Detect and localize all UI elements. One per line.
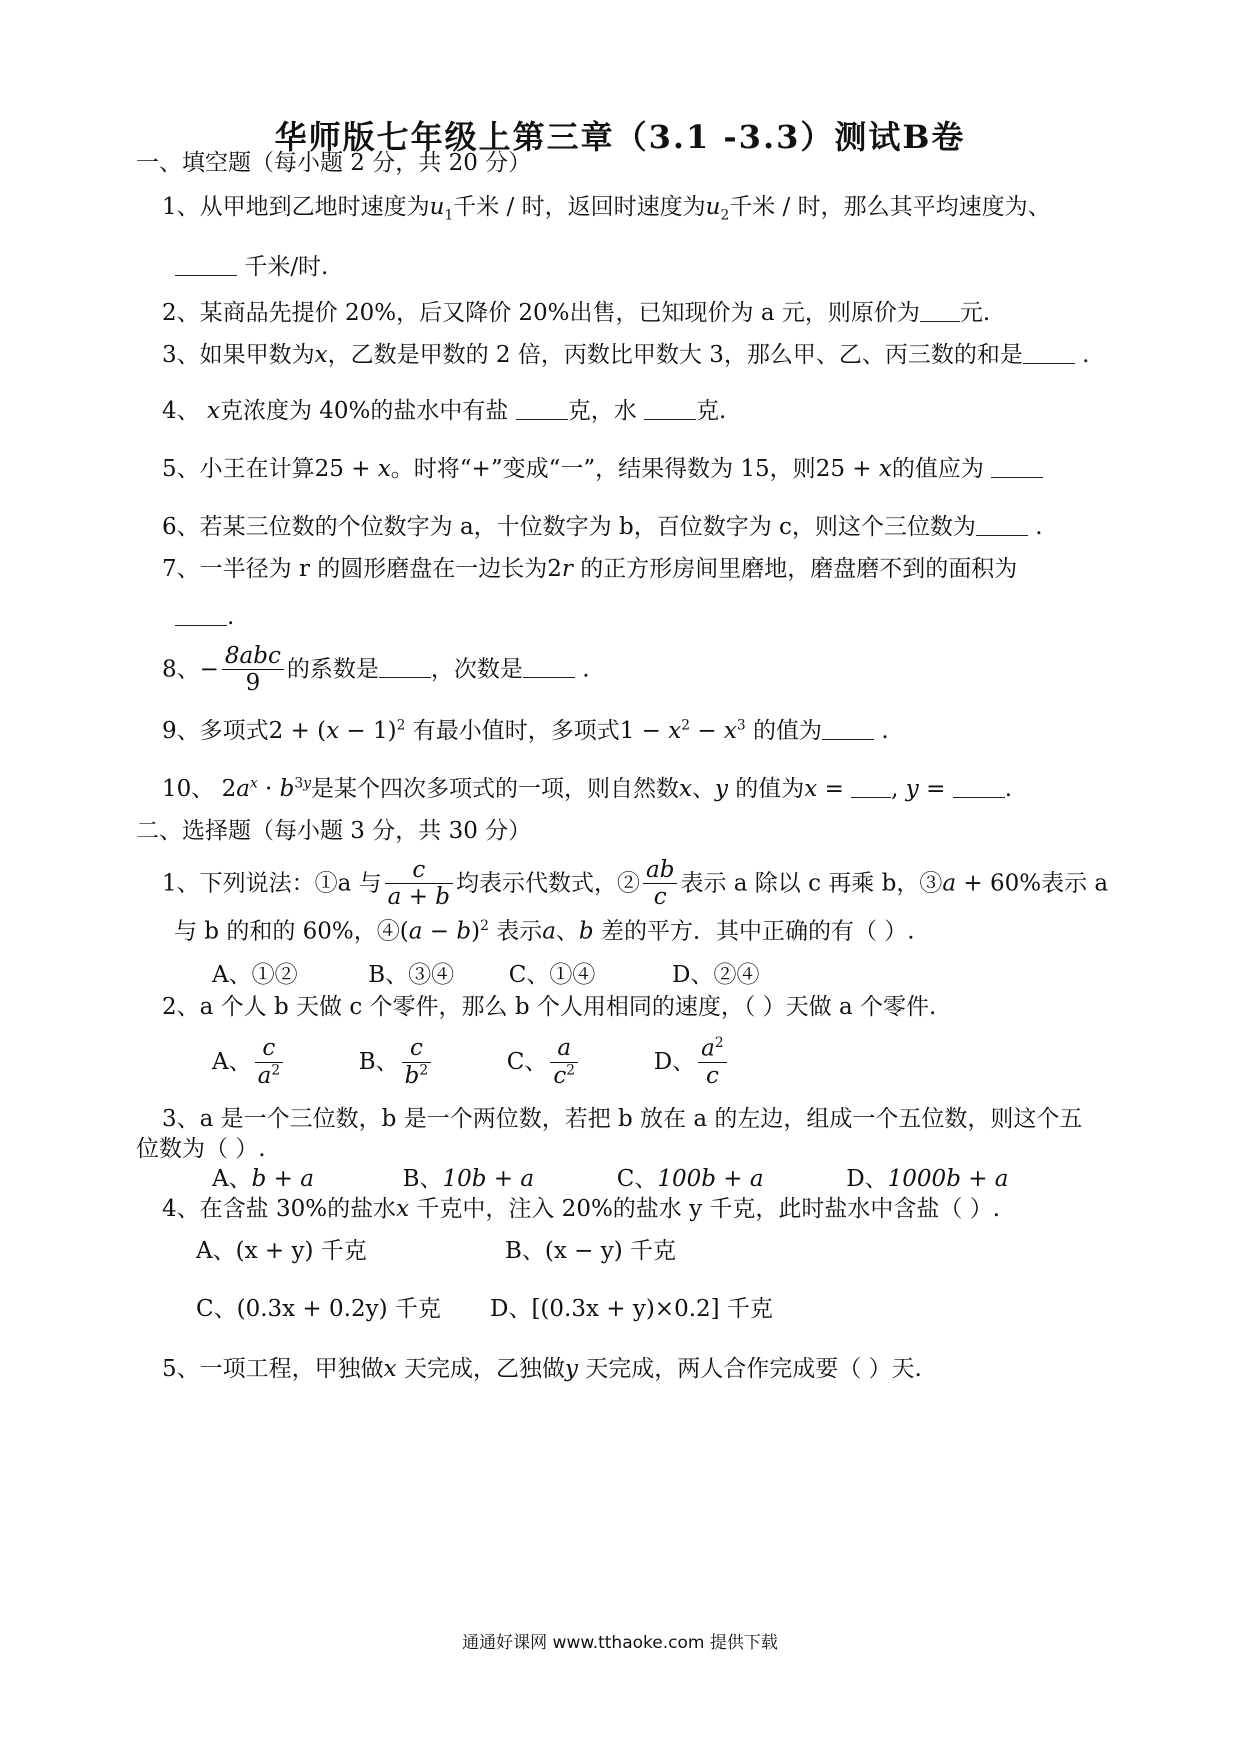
option-a[interactable]: A、①② — [212, 962, 298, 988]
section2-heading: 二、选择题（每小题 3 分，共 30 分） — [136, 818, 532, 844]
option-d[interactable]: D、 $\frac{a^2}{c}$ — [654, 1049, 730, 1075]
s2-q1-options — [212, 962, 759, 990]
answer-blank[interactable] — [175, 602, 227, 626]
option-a[interactable]: A、 $\frac{c}{a^2}$ — [212, 1049, 286, 1075]
fraction-ab-over-c: $\frac{ab}{c}$ — [643, 858, 677, 911]
option-a[interactable]: A、b + a — [212, 1166, 314, 1192]
s2-q3-options — [212, 1166, 1009, 1194]
s1-q8: 8、− $\frac{\text{8abc}}{9}$ 的系数是 ，次数是 . — [162, 643, 590, 697]
s2-q4-option-d[interactable]: D、[(0.3x + y)×0.2] 千克 — [490, 1296, 773, 1322]
s1-q4: 4、 x克浓度为 40%的盐水中有盐 克，水 克. — [162, 398, 727, 424]
s1-q6: 6、若某三位数的个位数字为 a，十位数字为 b，百位数字为 c，则这个三位数为 . — [162, 514, 1043, 540]
option-c[interactable]: C、 $\frac{a}{c^2}$ — [507, 1049, 581, 1075]
s2-q4-option-c[interactable]: C、(0.3x + 0.2y) 千克 — [196, 1296, 441, 1322]
answer-blank[interactable] — [920, 298, 960, 322]
s1-q3: 3、如果甲数为x，乙数是甲数的 2 倍，丙数比甲数大 3，那么甲、乙、丙三数的和是 . — [162, 342, 1090, 368]
s2-q3-cont: 位数为（ ）. — [136, 1136, 266, 1162]
option-c[interactable]: C、100b + a — [616, 1166, 764, 1192]
option-b[interactable]: B、 $\frac{c}{b^2}$ — [359, 1049, 434, 1075]
answer-blank[interactable] — [379, 654, 431, 678]
answer-blank-y[interactable] — [953, 774, 1005, 798]
footer-credit: 通通好课网 www.tthaoke.com 提供下载 — [462, 1633, 778, 1653]
s1-q1-cont: 千米/时. — [175, 252, 328, 282]
answer-blank[interactable] — [644, 396, 696, 420]
answer-blank[interactable] — [1023, 340, 1075, 364]
s1-q9: 9、多项式$2 + (x - 1)^2$ 有最小值时，多项式$1 - x^2 - x^3$ 的值为 . — [162, 717, 889, 744]
option-d[interactable]: D、②④ — [672, 962, 760, 988]
section1-heading: 一、填空题（每小题 2 分，共 20 分） — [136, 150, 532, 176]
s2-q2: 2、a 个人 b 天做 c 个零件，那么 b 个人用相同的速度，（ ）天做 a 个零件. — [162, 994, 937, 1020]
s1-q10: 10、 $2a^x \cdot b^{3y}$是某个四次多项式的一项，则自然数x、y 的值为x = , y = . — [162, 775, 1013, 802]
s1-q5: 5、小王在计算25 + x。时将“+”变成“一”，结果得数为 15，则25 + x的值应为 — [162, 454, 1043, 484]
fraction-c-over-a-plus-b: $\frac{c}{a + b}$ — [385, 858, 453, 911]
fraction-8abc-9: $\frac{\text{8abc}}{9}$ — [222, 644, 284, 697]
s2-q1: 1、下列说法：①a 与 $\frac{c}{a + b}$ 均表示代数式，② $\frac{ab}{c}$ 表示 a 除以 c 再乘 b，③a + 60%表示 a — [162, 857, 1109, 911]
answer-blank[interactable] — [822, 716, 874, 740]
s2-q2-options — [212, 1036, 730, 1089]
answer-blank[interactable] — [516, 396, 568, 420]
s2-q1-cont: 与 b 的和的 60%，④(a − b)$^2$ 表示a、b 差的平方．其中正确的有（ ）. — [174, 918, 915, 945]
option-d[interactable]: D、1000b + a — [846, 1166, 1009, 1192]
answer-blank[interactable] — [523, 654, 575, 678]
s2-q3: 3、a 是一个三位数，b 是一个两位数，若把 b 放在 a 的左边，组成一个五位数，则这个五 — [162, 1106, 1083, 1132]
answer-blank[interactable] — [175, 252, 237, 276]
s1-q1: 1、从甲地到乙地时速度为$u_1$千米 / 时，返回时速度为$u_2$千米 / 时，那么其平均速度为、 — [162, 194, 1051, 224]
option-c[interactable]: C、①④ — [508, 962, 596, 988]
answer-blank[interactable] — [976, 512, 1028, 536]
answer-blank-x[interactable] — [851, 774, 891, 798]
s2-q4-option-a[interactable]: A、(x + y) 千克 — [196, 1238, 367, 1264]
s1-q7-cont: . — [175, 602, 234, 632]
s1-q2: 2、某商品先提价 20%，后又降价 20%出售，已知现价为 a 元，则原价为 元. — [162, 300, 991, 326]
option-b[interactable]: B、10b + a — [402, 1166, 535, 1192]
s2-q4-option-b[interactable]: B、(x − y) 千克 — [505, 1238, 677, 1264]
answer-blank[interactable] — [991, 454, 1043, 478]
s2-q4: 4、在含盐 30%的盐水x 千克中，注入 20%的盐水 y 千克，此时盐水中含盐（ ）. — [162, 1196, 1001, 1222]
s1-q7: 7、一半径为 r 的圆形磨盘在一边长为2r 的正方形房间里磨地，磨盘磨不到的面积为 — [162, 556, 1018, 582]
page-title: 华师版七年级上第三章（3.1 -3.3）测试B卷 — [274, 118, 966, 156]
option-b[interactable]: B、③④ — [368, 962, 455, 988]
s2-q5: 5、一项工程，甲独做x 天完成，乙独做y 天完成，两人合作完成要（ ）天. — [162, 1356, 922, 1382]
